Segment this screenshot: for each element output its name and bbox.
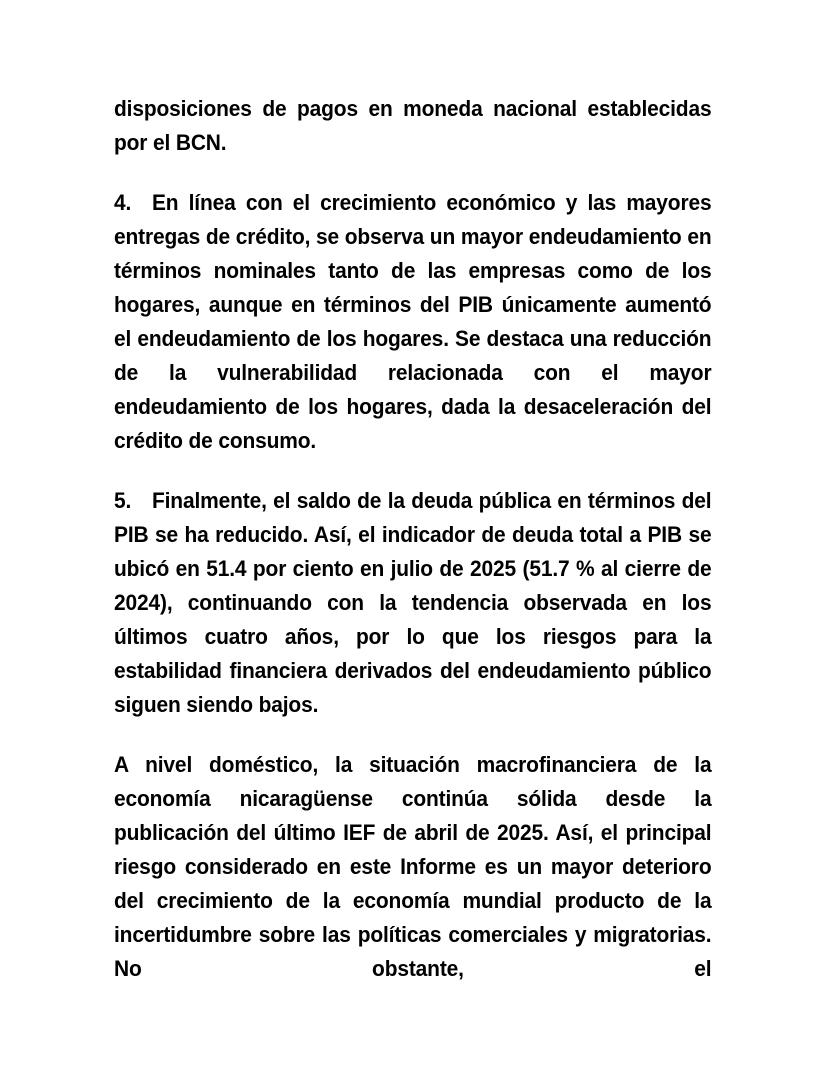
text-column — [114, 92, 712, 1020]
paragraph-domestic: A nivel doméstico, la situación macrofinanciera de la economía nicaragüense continúa sólida desde la publicación del último IEF de abril de 2025. Así, el principal riesgo considerado en este Informe es un mayor deterioro del crecimiento de la economía mundial producto de la incertidumbre sobre las políticas comerciales y migratorias. No obstante, el — [114, 752, 712, 981]
paragraph-item-5: 5. Finalmente, el saldo de la deuda pública en términos del PIB se ha reducido. Así, el indicador de deuda total a PIB se ubicó en 51.4 por ciento en julio de 2025 (51.7 % al cierre de 2024), continuando con la tendencia observada en los últimos cuatro años, por lo que los riesgos para la estabilidad financiera derivados del endeudamiento público siguen siendo bajos. — [114, 488, 712, 717]
paragraph-continuation: disposiciones de pagos en moneda nacional establecidas por el BCN. — [114, 96, 712, 155]
paragraph-item-4: 4. En línea con el crecimiento económico y las mayores entregas de crédito, se observa un mayor endeudamiento en términos nominales tanto de las empresas como de los hogares, aunque en términos del PIB únicamente aumentó el endeudamiento de los hogares. Se destaca una reducción de la vulnerabilidad relacionada con el mayor endeudamiento de los hogares, dada la desaceleración del crédito de consumo. — [114, 190, 712, 453]
